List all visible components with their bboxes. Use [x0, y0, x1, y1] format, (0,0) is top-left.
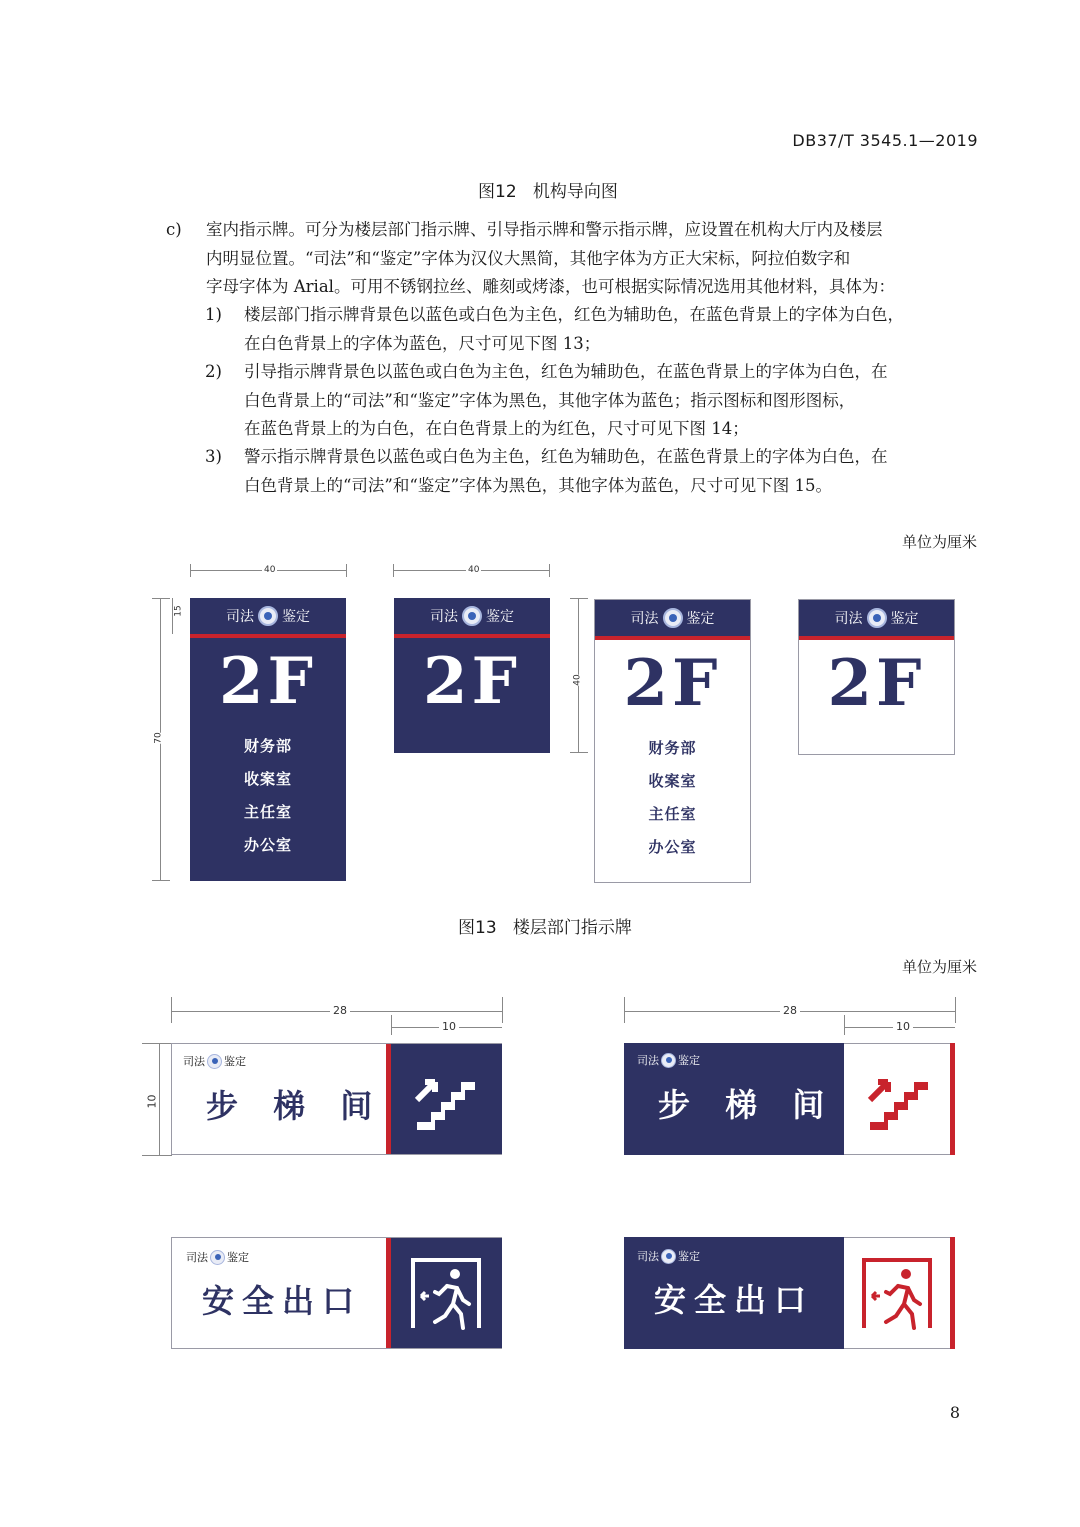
dim-label-total: 28: [780, 1004, 800, 1017]
red-divider: [190, 634, 346, 638]
item-2-line: 白色背景上的“司法”和“鉴定”字体为黑色，其他字体为蓝色；指示图标和图形图标，: [244, 390, 856, 410]
department-item: 办公室: [243, 836, 292, 854]
unit-note-2: 单位为厘米: [901, 958, 977, 976]
dim-label-icon: 10: [439, 1020, 459, 1033]
department-item: 收案室: [648, 772, 697, 790]
red-edge: [950, 1043, 955, 1155]
dim-tick: [142, 1043, 172, 1044]
dim-tick: [346, 564, 347, 577]
red-divider: [799, 636, 954, 640]
dim-label-head: 15: [173, 605, 184, 617]
judicial-emblem-icon: [258, 606, 278, 626]
icon-panel: [844, 1043, 955, 1155]
brand-left: 司法: [430, 609, 458, 625]
brand-left: 司法: [186, 1251, 208, 1264]
section-c-line: 室内指示牌。可分为楼层部门指示牌、引导指示牌和警示指示牌，应设置在机构大厅内及楼层: [206, 220, 883, 239]
brand-right: 鉴定: [227, 1251, 249, 1264]
dim-tick: [844, 1015, 845, 1035]
dim-label-height-tall: 70: [153, 732, 164, 744]
department-list: [190, 730, 346, 862]
dim-tick: [570, 752, 588, 753]
brand-right: 鉴定: [486, 609, 514, 625]
item-3-number: 3): [205, 447, 222, 466]
dim-tick: [570, 598, 588, 599]
item-1-number: 1): [205, 305, 222, 324]
item-1-line: 在白色背景上的字体为蓝色，尺寸可见下图 13；: [244, 333, 601, 353]
dim-label-width-2: 40: [468, 565, 480, 575]
sign-header: [595, 600, 750, 636]
sign-header: [394, 598, 550, 634]
department-item: 财务部: [243, 737, 292, 755]
item-2-line: 引导指示牌背景色以蓝色或白色为主色，红色为辅助色，在蓝色背景上的字体为白色，在: [244, 362, 888, 381]
sign-body: [624, 1237, 844, 1349]
icon-panel: [844, 1237, 955, 1349]
judicial-emblem-icon: [663, 608, 683, 628]
section-c-label: c): [166, 220, 182, 239]
floor-sign-white-tall: [594, 599, 751, 883]
figure-13-caption: 图13 楼层部门指示牌: [458, 918, 632, 938]
dim-tick: [171, 997, 172, 1023]
item-1-line: 楼层部门指示牌背景色以蓝色或白色为主色，红色为辅助色，在蓝色背景上的字体为白色，: [244, 305, 904, 324]
exit-sign-white: [171, 1237, 502, 1349]
brand-right: 鉴定: [890, 611, 919, 627]
dim-tick: [393, 564, 394, 577]
dim-tick: [549, 564, 550, 577]
dim-tick: [190, 564, 191, 577]
stairs-up-icon: [844, 1044, 949, 1154]
exit-sign-navy: [624, 1237, 955, 1349]
brand-right: 鉴定: [678, 1250, 700, 1263]
floor-number: 2F: [423, 644, 521, 719]
department-item: 主任室: [243, 803, 292, 821]
dim-tick: [502, 997, 503, 1023]
emergency-exit-icon: [844, 1238, 949, 1348]
sign-header: [190, 598, 346, 634]
department-item: 财务部: [648, 739, 697, 757]
icon-panel: [391, 1238, 502, 1348]
department-item: 主任室: [648, 805, 697, 823]
floor-sign-white-short: [798, 599, 955, 755]
department-item: 收案室: [243, 770, 292, 788]
exit-label: 安全出口: [202, 1282, 363, 1320]
dim-label-total: 28: [330, 1004, 350, 1017]
brand-right: 鉴定: [224, 1055, 246, 1068]
floor-sign-navy-short: [394, 598, 550, 753]
brand-right: 鉴定: [282, 609, 310, 625]
stair-sign-white: [171, 1043, 502, 1155]
red-divider: [394, 634, 550, 638]
brand-left: 司法: [637, 1054, 659, 1067]
judicial-emblem-icon: [661, 1053, 676, 1068]
brand-left: 司法: [183, 1055, 205, 1068]
brand-right: 鉴定: [678, 1054, 700, 1067]
emergency-exit-icon: [391, 1238, 502, 1348]
sign-body: [624, 1043, 844, 1155]
item-3-text: [244, 443, 984, 500]
item-2-text: [244, 358, 984, 444]
judicial-emblem-icon: [661, 1249, 676, 1264]
department-list: [595, 732, 750, 864]
judicial-emblem-icon: [462, 606, 482, 626]
stair-sign-navy: [624, 1043, 955, 1155]
dim-tick: [142, 1155, 172, 1156]
dim-label-height-white: 40: [572, 674, 583, 686]
sign-brand: [183, 1053, 246, 1069]
item-2-number: 2): [205, 362, 222, 381]
floor-sign-navy-tall: [190, 598, 346, 881]
red-divider: [595, 636, 750, 640]
judicial-emblem-icon: [210, 1250, 225, 1265]
icon-panel: [391, 1044, 502, 1154]
brand-left: 司法: [637, 1250, 659, 1263]
exit-label: 安全出口: [654, 1281, 815, 1319]
judicial-emblem-icon: [867, 608, 887, 628]
section-c-body: [206, 216, 986, 302]
dim-label-width-1: 40: [264, 565, 276, 575]
dim-label-icon: 10: [893, 1020, 913, 1033]
brand-right: 鉴定: [686, 611, 715, 627]
document-id: DB37/T 3545.1—2019: [792, 131, 978, 150]
dim-line-height: [159, 1043, 160, 1155]
item-1-text: [244, 301, 984, 358]
section-c-line: 字母字体为 Arial。可用不锈钢拉丝、雕刻或烤漆，也可根据实际情况选用其他材料，具体为：: [206, 277, 895, 296]
stair-label: 步 梯 间: [658, 1086, 837, 1124]
sign-brand: [186, 1249, 249, 1265]
section-c-line: 内明显位置。“司法”和“鉴定”字体为汉仪大黑简，其他字体为方正大宋标，阿拉伯数字和: [206, 248, 851, 268]
floor-number: 2F: [219, 644, 317, 719]
dim-tick: [955, 997, 956, 1023]
figure-12-caption: 图12 机构导向图: [478, 182, 618, 202]
sign-brand: [637, 1052, 700, 1068]
page-number: 8: [949, 1403, 960, 1422]
brand-left: 司法: [226, 609, 254, 625]
brand-left: 司法: [630, 611, 659, 627]
brand-left: 司法: [834, 611, 863, 627]
dim-tick: [391, 1015, 392, 1035]
stair-label: 步 梯 间: [206, 1087, 385, 1125]
dim-tick: [152, 598, 170, 599]
floor-number: 2F: [827, 646, 926, 721]
red-edge: [950, 1237, 955, 1349]
stairs-up-icon: [391, 1044, 502, 1154]
floor-number: 2F: [623, 646, 722, 721]
dim-tick: [624, 997, 625, 1023]
dim-label-height: 10: [145, 1094, 159, 1109]
sign-brand: [637, 1248, 700, 1264]
unit-note-1: 单位为厘米: [901, 533, 977, 551]
department-item: 办公室: [648, 838, 697, 856]
judicial-emblem-icon: [207, 1054, 222, 1069]
sign-header: [799, 600, 954, 636]
dim-tick: [152, 880, 170, 881]
item-2-line: 在蓝色背景上的为白色，在白色背景上的为红色，尺寸可见下图 14；: [244, 419, 749, 438]
item-3-line: 白色背景上的“司法”和“鉴定”字体为黑色，其他字体为蓝色，尺寸可见下图 15。: [244, 475, 832, 495]
item-3-line: 警示指示牌背景色以蓝色或白色为主色，红色为辅助色，在蓝色背景上的字体为白色，在: [244, 447, 888, 466]
